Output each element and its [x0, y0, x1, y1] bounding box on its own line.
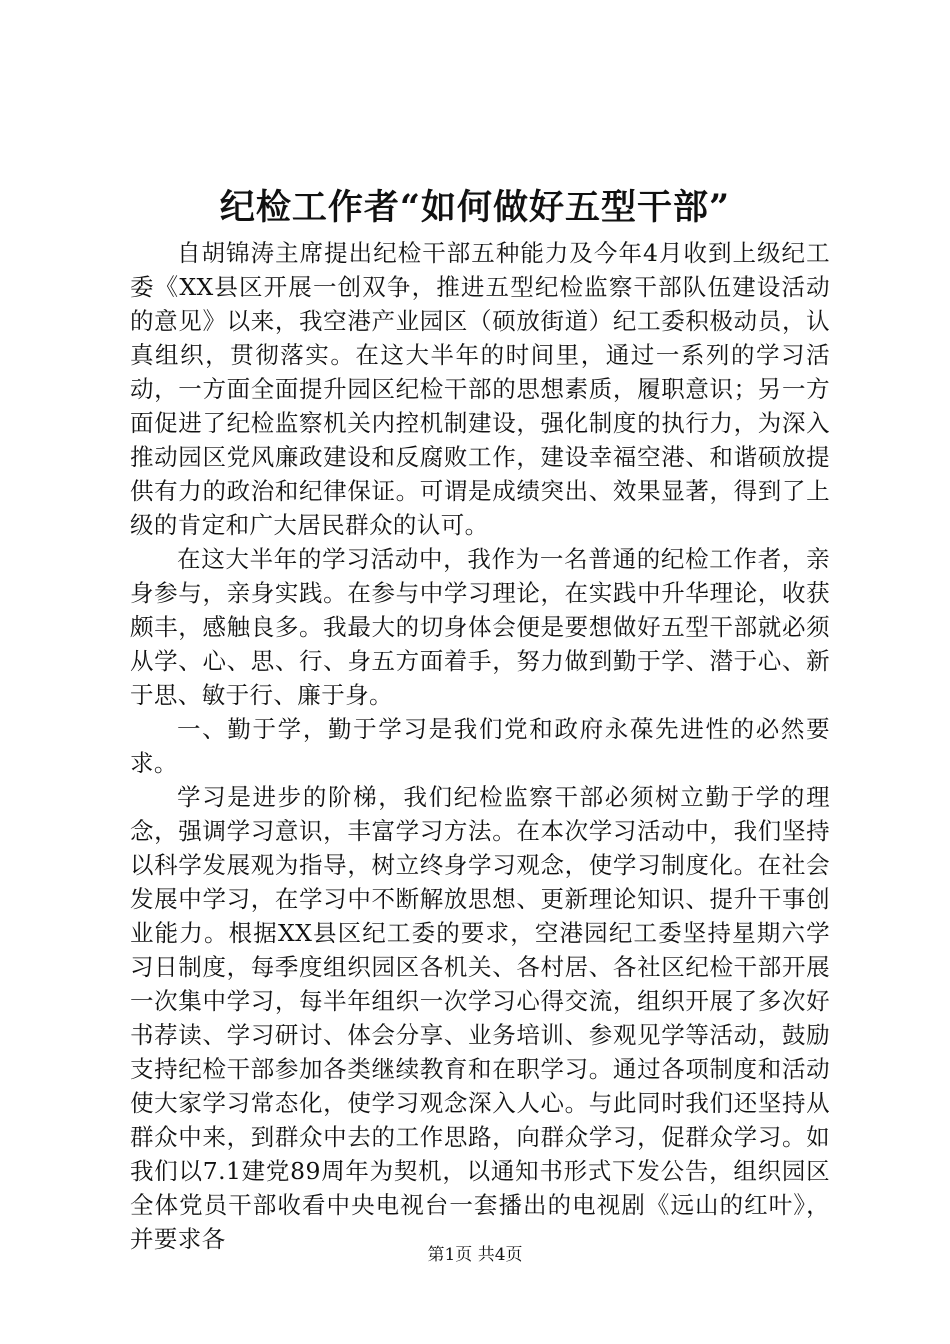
page-number-footer: 第1页 共4页: [427, 1245, 523, 1265]
paragraph-section-heading: 一、勤于学，勤于学习是我们党和政府永葆先进性的必然要求。: [130, 715, 830, 777]
paragraph-study: 学习是进步的阶梯，我们纪检监察干部必须树立勤于学的理念，强调学习意识，丰富学习方法。在本次学习活动中，我们坚持以科学发展观为指导，树立终身学习观念，使学习制度化。在社会发展中学习，在学习中不断解放思想、更新理论知识、提升干事创业能力。根据XX县区纪工委的要求，空港园纪工委坚持星期六学习日制度，每季度组织园区各机关、各村居、各社区纪检干部开展一次集中学习，每半年组织一次学习心得交流，组织开展了多次好书荐读、学习研讨、体会分享、业务培训、参观见学等活动，鼓励支持纪检干部参加各类继续教育和在职学习。通过各项制度和活动使大家学习常态化，使学习观念深入人心。与此同时我们还坚持从群众中来，到群众中去的工作思路，向群众学习，促群众学习。如我们以7.1建党89周年为契机，以通知书形式下发公告，组织园区全体党员干部收看中央电视台一套播出的电视剧《远山的红叶》，并要求各: [130, 783, 830, 1253]
document-title: 纪检工作者“如何做好五型干部”: [219, 187, 731, 228]
document-body: [130, 236, 830, 1256]
paragraph-experience: 在这大半年的学习活动中，我作为一名普通的纪检工作者，亲身参与，亲身实践。在参与中学习理论，在实践中升华理论，收获颇丰，感触良多。我最大的切身体会便是要想做好五型干部就必须从学、心、思、行、身五方面着手，努力做到勤于学、潜于心、新于思、敏于行、廉于身。: [130, 545, 830, 709]
paragraph-intro: 自胡锦涛主席提出纪检干部五种能力及今年4月收到上级纪工委《XX县区开展一创双争，推进五型纪检监察干部队伍建设活动的意见》以来，我空港产业园区（硕放街道）纪工委积极动员，认真组织，贯彻落实。在这大半年的时间里，通过一系列的学习活动，一方面全面提升园区纪检干部的思想素质，履职意识；另一方面促进了纪检监察机关内控机制建设，强化制度的执行力，为深入推动园区党风廉政建设和反腐败工作，建设幸福空港、和谐硕放提供有力的政治和纪律保证。可谓是成绩突出、效果显著，得到了上级的肯定和广大居民群众的认可。: [130, 239, 830, 539]
